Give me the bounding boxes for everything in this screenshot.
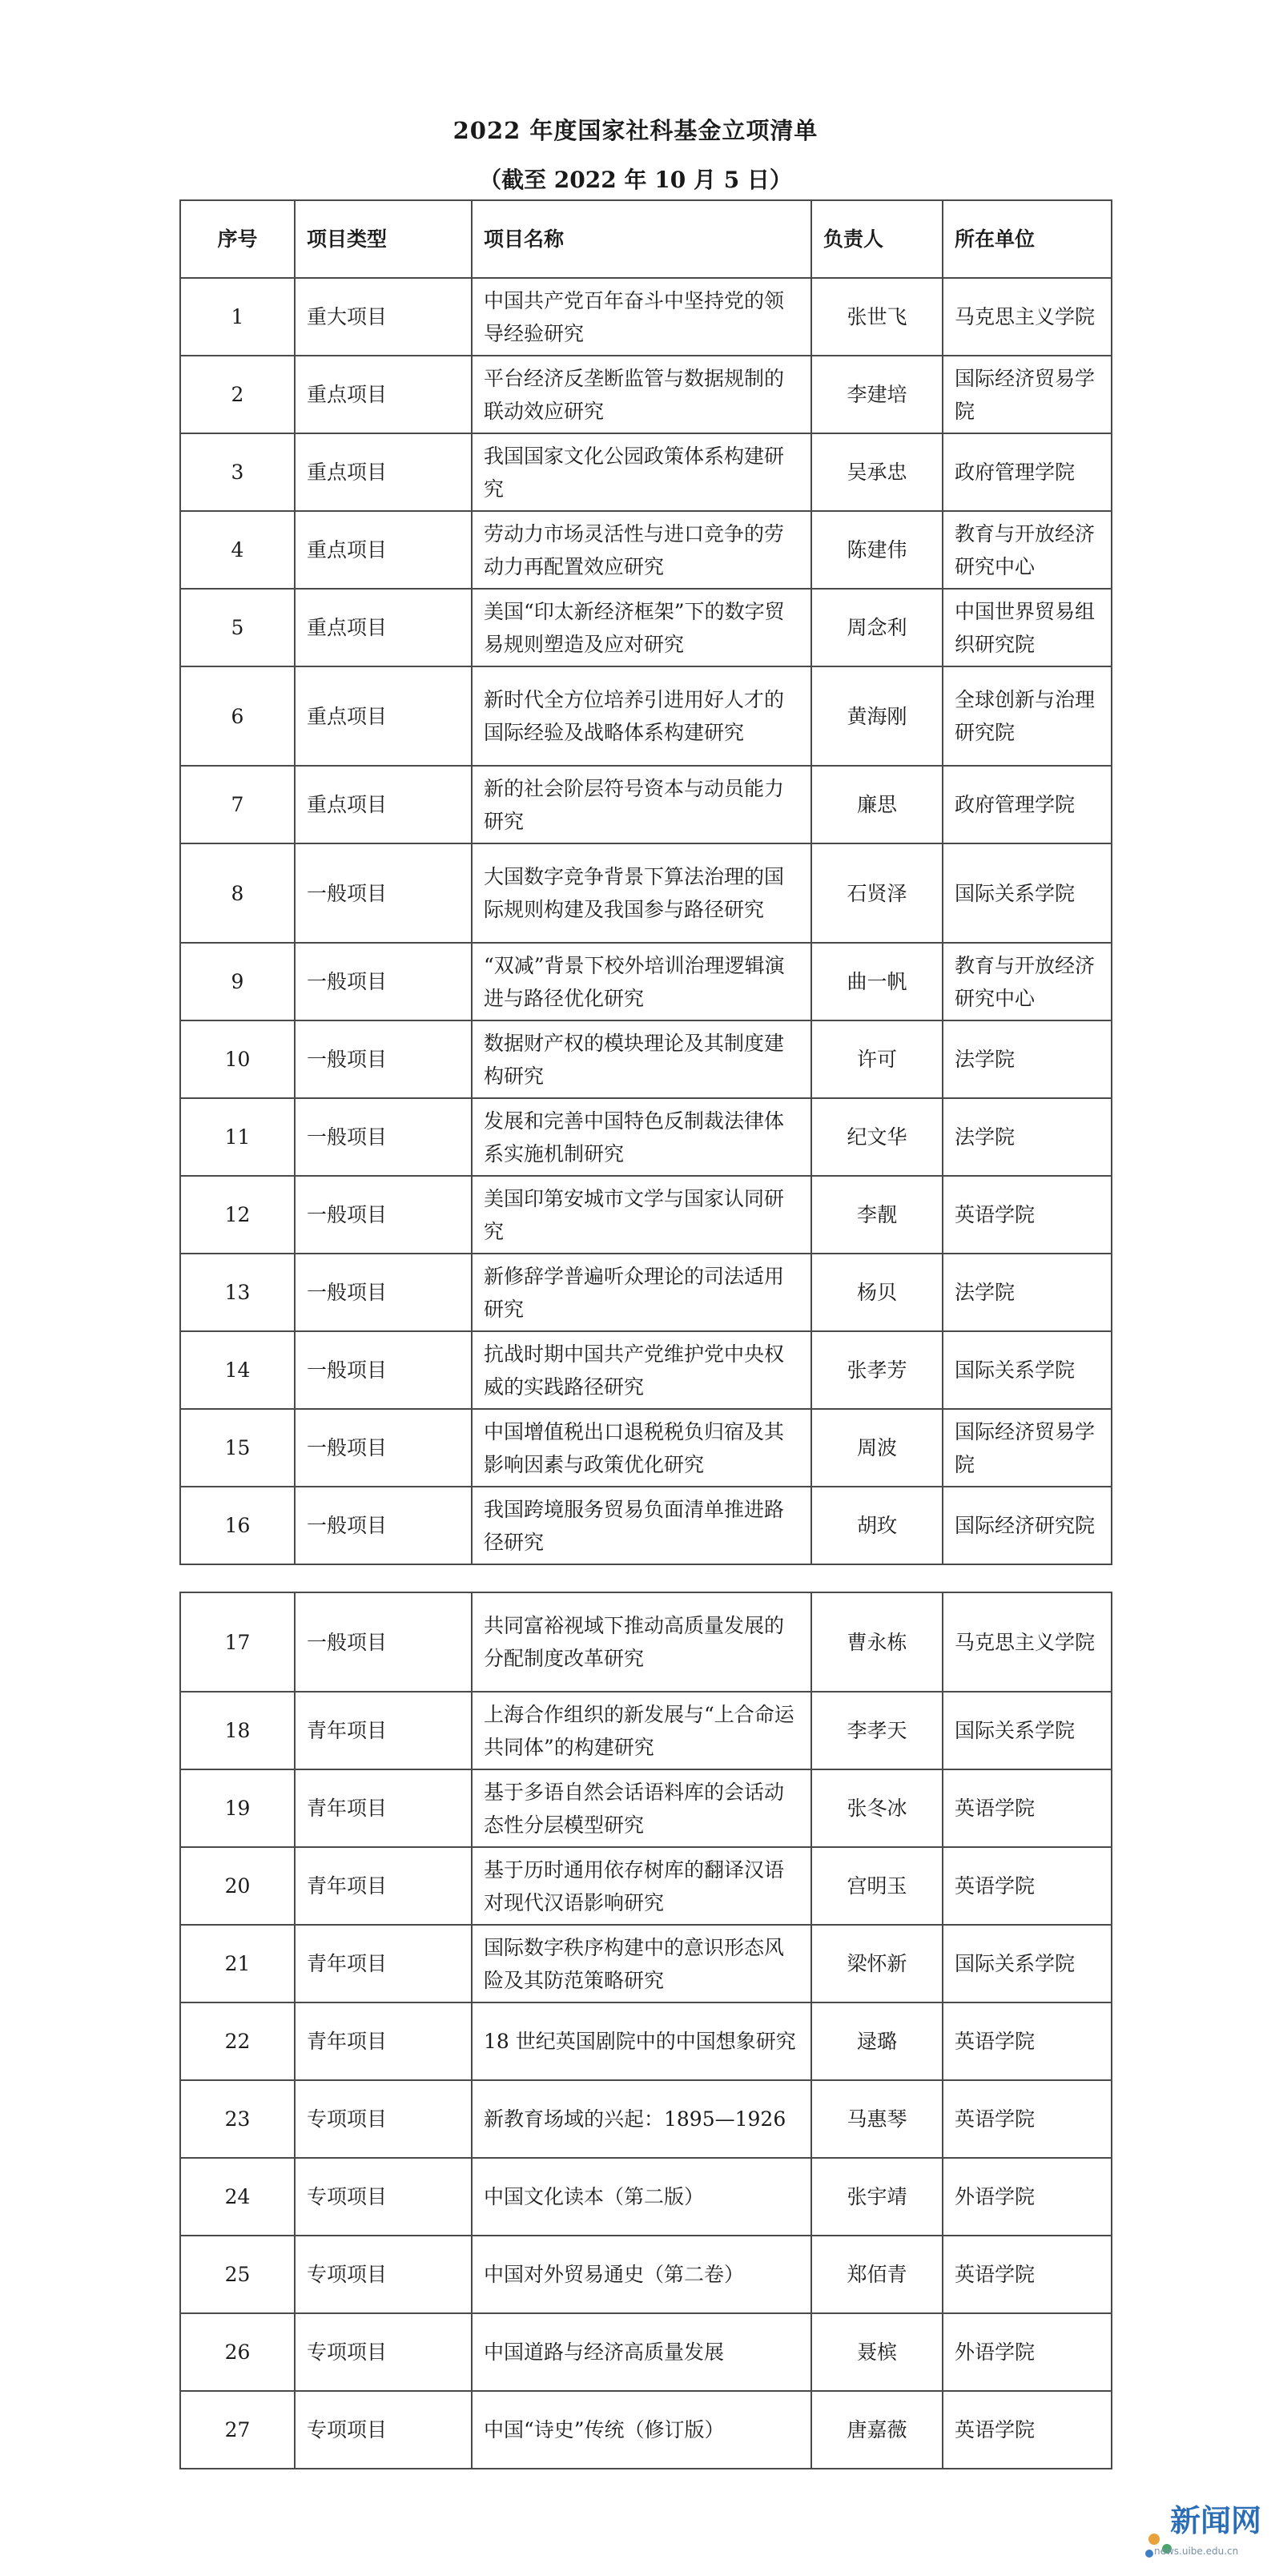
cell-person: 黄海刚	[811, 666, 943, 766]
cell-unit: 英语学院	[943, 2080, 1112, 2158]
cell-name: 我国跨境服务贸易负面清单推进路径研究	[472, 1487, 811, 1564]
cell-person: 曲一帆	[811, 943, 943, 1020]
cell-no: 19	[180, 1769, 295, 1847]
cell-name: 美国“印太新经济框架”下的数字贸易规则塑造及应对研究	[472, 589, 811, 666]
cell-type: 一般项目	[295, 943, 472, 1020]
cell-unit: 马克思主义学院	[943, 278, 1112, 356]
cell-no: 11	[180, 1098, 295, 1176]
cell-name: 美国印第安城市文学与国家认同研究	[472, 1176, 811, 1254]
cell-name: 数据财产权的模块理论及其制度建构研究	[472, 1020, 811, 1098]
cell-type: 一般项目	[295, 1592, 472, 1692]
cell-person: 胡玫	[811, 1487, 943, 1564]
cell-name: 新的社会阶层符号资本与动员能力研究	[472, 766, 811, 843]
cell-person: 李孝天	[811, 1692, 943, 1769]
table-row	[180, 1409, 1112, 1487]
cell-no: 25	[180, 2236, 295, 2313]
table-row	[180, 2158, 1112, 2236]
cell-name: 新时代全方位培养引进用好人才的国际经验及战略体系构建研究	[472, 666, 811, 766]
cell-type: 专项项目	[295, 2158, 472, 2236]
table-row	[180, 766, 1112, 843]
cell-person: 曹永栋	[811, 1592, 943, 1692]
cell-name: 我国国家文化公园政策体系构建研究	[472, 433, 811, 511]
cell-no: 22	[180, 2002, 295, 2080]
cell-person: 纪文华	[811, 1098, 943, 1176]
cell-name: 大国数字竞争背景下算法治理的国际规则构建及我国参与路径研究	[472, 843, 811, 943]
cell-unit: 外语学院	[943, 2158, 1112, 2236]
cell-person: 周波	[811, 1409, 943, 1487]
cell-no: 15	[180, 1409, 295, 1487]
cell-unit: 法学院	[943, 1020, 1112, 1098]
cell-unit: 全球创新与治理研究院	[943, 666, 1112, 766]
table-row	[180, 511, 1112, 589]
cell-person: 张冬冰	[811, 1769, 943, 1847]
table-row	[180, 1925, 1112, 2002]
cell-name: 中国“诗史”传统（修订版）	[472, 2391, 811, 2469]
cell-name: 18 世纪英国剧院中的中国想象研究	[472, 2002, 811, 2080]
cell-unit: 国际经济贸易学院	[943, 1409, 1112, 1487]
cell-person: 廉思	[811, 766, 943, 843]
header-type: 项目类型	[295, 200, 472, 278]
cell-name: 共同富裕视域下推动高质量发展的分配制度改革研究	[472, 1592, 811, 1692]
cell-person: 逯璐	[811, 2002, 943, 2080]
table-row	[180, 1176, 1112, 1254]
table-row	[180, 589, 1112, 666]
cell-name: 中国增值税出口退税税负归宿及其影响因素与政策优化研究	[472, 1409, 811, 1487]
header-name: 项目名称	[472, 200, 811, 278]
cell-person: 聂槟	[811, 2313, 943, 2391]
cell-no: 24	[180, 2158, 295, 2236]
cell-name: 上海合作组织的新发展与“上合命运共同体”的构建研究	[472, 1692, 811, 1769]
cell-name: 新修辞学普遍听众理论的司法适用研究	[472, 1254, 811, 1331]
watermark-url: news.uibe.edu.cn	[1154, 2546, 1239, 2557]
cell-no: 3	[180, 433, 295, 511]
cell-no: 7	[180, 766, 295, 843]
document-title: 2022 年度国家社科基金立项清单	[452, 117, 819, 144]
cell-name: 中国共产党百年奋斗中坚持党的领导经验研究	[472, 278, 811, 356]
cell-no: 8	[180, 843, 295, 943]
cell-type: 青年项目	[295, 2002, 472, 2080]
cell-type: 青年项目	[295, 1769, 472, 1847]
cell-person: 李靓	[811, 1176, 943, 1254]
cell-no: 14	[180, 1331, 295, 1409]
cell-person: 李建培	[811, 356, 943, 433]
cell-unit: 中国世界贸易组织研究院	[943, 589, 1112, 666]
cell-type: 重点项目	[295, 589, 472, 666]
watermark-text: 新闻网	[1170, 2502, 1262, 2538]
cell-unit: 英语学院	[943, 2236, 1112, 2313]
header-unit: 所在单位	[943, 200, 1112, 278]
cell-no: 9	[180, 943, 295, 1020]
cell-unit: 政府管理学院	[943, 766, 1112, 843]
cell-name: “双减”背景下校外培训治理逻辑演进与路径优化研究	[472, 943, 811, 1020]
cell-unit: 教育与开放经济研究中心	[943, 511, 1112, 589]
cell-name: 新教育场域的兴起：1895—1926	[472, 2080, 811, 2158]
cell-type: 一般项目	[295, 843, 472, 943]
cell-unit: 政府管理学院	[943, 433, 1112, 511]
cell-type: 重点项目	[295, 511, 472, 589]
cell-unit: 国际关系学院	[943, 1331, 1112, 1409]
cell-person: 张宇靖	[811, 2158, 943, 2236]
cell-name: 劳动力市场灵活性与进口竞争的劳动力再配置效应研究	[472, 511, 811, 589]
cell-unit: 英语学院	[943, 2002, 1112, 2080]
cell-person: 石贤泽	[811, 843, 943, 943]
watermark-logo	[1140, 2489, 1260, 2570]
cell-person: 许可	[811, 1020, 943, 1098]
cell-no: 20	[180, 1847, 295, 1925]
table-row	[180, 1847, 1112, 1925]
cell-unit: 国际经济贸易学院	[943, 356, 1112, 433]
cell-type: 重点项目	[295, 356, 472, 433]
cell-no: 13	[180, 1254, 295, 1331]
table-row	[180, 666, 1112, 766]
table-row	[180, 2002, 1112, 2080]
cell-type: 一般项目	[295, 1487, 472, 1564]
cell-unit: 英语学院	[943, 1847, 1112, 1925]
table-row	[180, 433, 1112, 511]
cell-no: 10	[180, 1020, 295, 1098]
cell-type: 青年项目	[295, 1692, 472, 1769]
cell-no: 17	[180, 1592, 295, 1692]
cell-name: 抗战时期中国共产党维护党中央权威的实践路径研究	[472, 1331, 811, 1409]
cell-person: 张孝芳	[811, 1331, 943, 1409]
cell-type: 重点项目	[295, 666, 472, 766]
cell-type: 重大项目	[295, 278, 472, 356]
cell-unit: 英语学院	[943, 1176, 1112, 1254]
cell-no: 4	[180, 511, 295, 589]
cell-no: 5	[180, 589, 295, 666]
cell-type: 重点项目	[295, 433, 472, 511]
cell-no: 6	[180, 666, 295, 766]
cell-unit: 国际关系学院	[943, 843, 1112, 943]
cell-type: 专项项目	[295, 2236, 472, 2313]
table-row	[180, 278, 1112, 356]
table-row	[180, 943, 1112, 1020]
cell-no: 12	[180, 1176, 295, 1254]
project-table	[179, 199, 1112, 1565]
header-no: 序号	[180, 200, 295, 278]
table-row	[180, 1098, 1112, 1176]
cell-name: 中国对外贸易通史（第二卷）	[472, 2236, 811, 2313]
cell-name: 中国文化读本（第二版）	[472, 2158, 811, 2236]
cell-type: 专项项目	[295, 2313, 472, 2391]
cell-person: 张世飞	[811, 278, 943, 356]
cell-name: 基于多语自然会话语料库的会话动态性分层模型研究	[472, 1769, 811, 1847]
cell-type: 一般项目	[295, 1254, 472, 1331]
cell-name: 平台经济反垄断监管与数据规制的联动效应研究	[472, 356, 811, 433]
cell-unit: 英语学院	[943, 1769, 1112, 1847]
cell-person: 梁怀新	[811, 1925, 943, 2002]
table-header-row	[180, 200, 1112, 278]
cell-no: 23	[180, 2080, 295, 2158]
cell-no: 2	[180, 356, 295, 433]
cell-no: 27	[180, 2391, 295, 2469]
cell-unit: 国际经济研究院	[943, 1487, 1112, 1564]
cell-no: 16	[180, 1487, 295, 1564]
cell-no: 1	[180, 278, 295, 356]
table-row	[180, 2313, 1112, 2391]
cell-unit: 法学院	[943, 1098, 1112, 1176]
cell-person: 郑佰青	[811, 2236, 943, 2313]
cell-type: 专项项目	[295, 2391, 472, 2469]
cell-person: 吴承忠	[811, 433, 943, 511]
cell-type: 一般项目	[295, 1409, 472, 1487]
table-row	[180, 1692, 1112, 1769]
cell-type: 青年项目	[295, 1847, 472, 1925]
table-row	[180, 1254, 1112, 1331]
cell-unit: 教育与开放经济研究中心	[943, 943, 1112, 1020]
cell-type: 专项项目	[295, 2080, 472, 2158]
cell-unit: 外语学院	[943, 2313, 1112, 2391]
cell-person: 唐嘉薇	[811, 2391, 943, 2469]
table-row	[180, 2391, 1112, 2469]
cell-person: 宫明玉	[811, 1847, 943, 1925]
cell-person: 陈建伟	[811, 511, 943, 589]
cell-type: 一般项目	[295, 1176, 472, 1254]
cell-no: 21	[180, 1925, 295, 2002]
table-row	[180, 1592, 1112, 1692]
cell-type: 重点项目	[295, 766, 472, 843]
table-row	[180, 2080, 1112, 2158]
table-row	[180, 1331, 1112, 1409]
cell-type: 一般项目	[295, 1020, 472, 1098]
table-row	[180, 1020, 1112, 1098]
table-row	[180, 1769, 1112, 1847]
cell-person: 马惠琴	[811, 2080, 943, 2158]
cell-name: 发展和完善中国特色反制裁法律体系实施机制研究	[472, 1098, 811, 1176]
cell-name: 基于历时通用依存树库的翻译汉语对现代汉语影响研究	[472, 1847, 811, 1925]
cell-person: 杨贝	[811, 1254, 943, 1331]
cell-type: 青年项目	[295, 1925, 472, 2002]
cell-no: 18	[180, 1692, 295, 1769]
project-table-continued	[179, 1592, 1112, 2469]
cell-unit: 马克思主义学院	[943, 1592, 1112, 1692]
cell-person: 周念利	[811, 589, 943, 666]
cell-name: 中国道路与经济高质量发展	[472, 2313, 811, 2391]
table-row	[180, 356, 1112, 433]
cell-no: 26	[180, 2313, 295, 2391]
table-row	[180, 2236, 1112, 2313]
cell-unit: 国际关系学院	[943, 1692, 1112, 1769]
cell-type: 一般项目	[295, 1098, 472, 1176]
table-row	[180, 843, 1112, 943]
cell-unit: 英语学院	[943, 2391, 1112, 2469]
table-row	[180, 1487, 1112, 1564]
cell-unit: 国际关系学院	[943, 1925, 1112, 2002]
cell-unit: 法学院	[943, 1254, 1112, 1331]
cell-name: 国际数字秩序构建中的意识形态风险及其防范策略研究	[472, 1925, 811, 2002]
cell-type: 一般项目	[295, 1331, 472, 1409]
header-person: 负责人	[811, 200, 943, 278]
document-subtitle: （截至 2022 年 10 月 5 日）	[479, 167, 792, 193]
